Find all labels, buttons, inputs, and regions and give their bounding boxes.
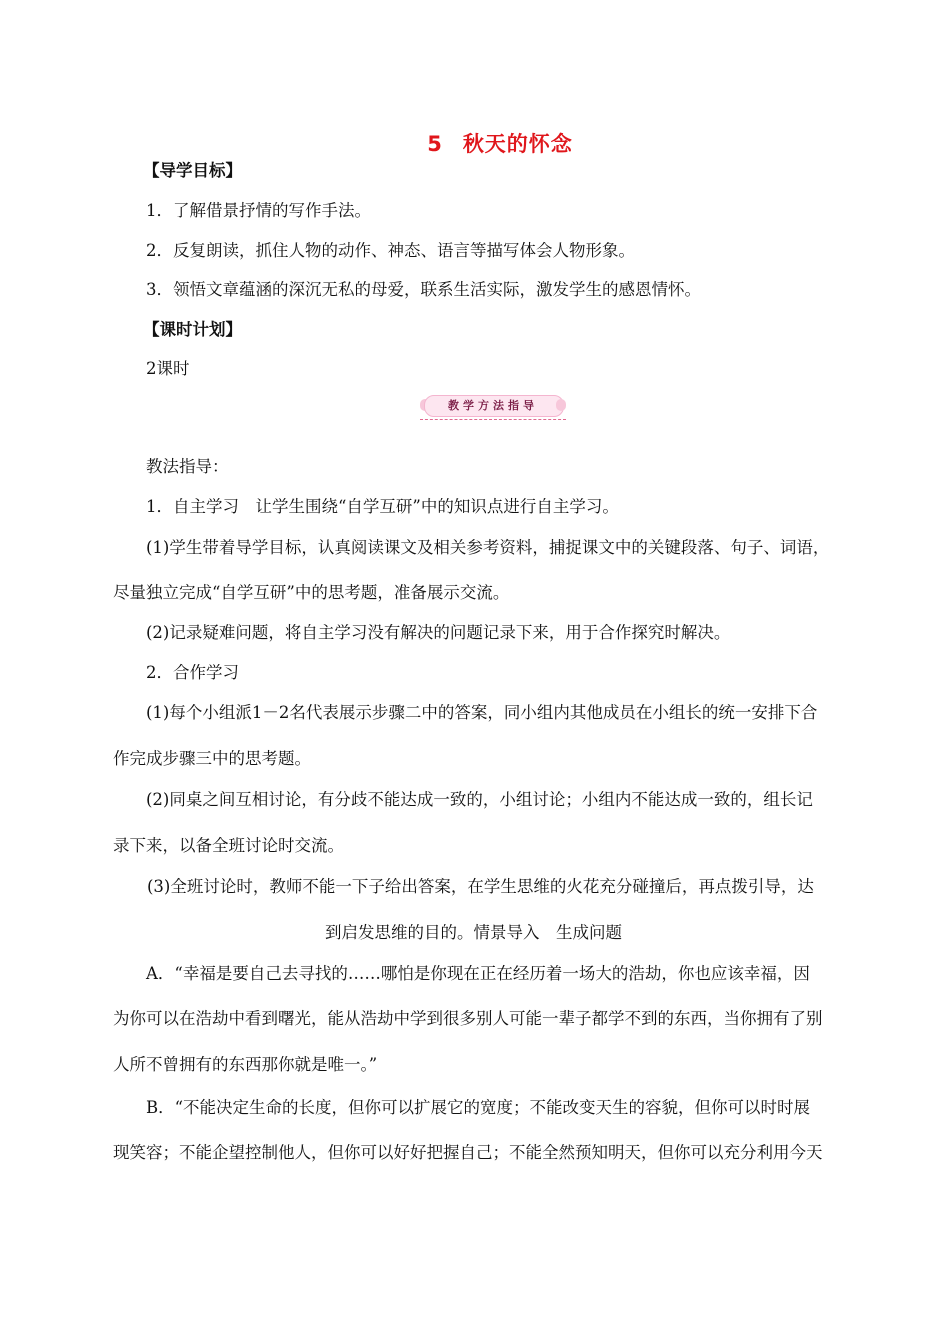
goals-heading: 【导学目标】 (143, 161, 242, 180)
paragraph-line: 2．合作学习 (146, 663, 239, 682)
paragraph-line: 1．自主学习 让学生围绕“自学互研”中的知识点进行自主学习。 (146, 497, 619, 516)
goal-item-2: 2．反复朗读，抓住人物的动作、神态、语言等描写体会人物形象。 (146, 241, 635, 260)
banner-underline (420, 419, 566, 420)
paragraph-line: B．“不能决定生命的长度，但你可以扩展它的宽度；不能改变天生的容貌，但你可以时时展 (146, 1098, 811, 1117)
page-title (0, 128, 950, 158)
paragraph-line: 录下来，以备全班讨论时交流。 (113, 836, 344, 855)
paragraph-line: 到启发思维的目的。情景导入 生成问题 (325, 923, 622, 942)
paragraph-line: (1)学生带着导学目标，认真阅读课文及相关参考资料，捕捉课文中的关键段落、句子、词语， (146, 538, 830, 557)
paragraph-line: 现笑容；不能企望控制他人，但你可以好好把握自己；不能全然预知明天，但你可以充分利用今天 (113, 1143, 823, 1162)
paragraph-line: 尽量独立完成“自学互研”中的思考题，准备展示交流。 (113, 583, 510, 602)
lesson-number: 5 (427, 132, 443, 156)
paragraph-line: A．“幸福是要自己去寻找的……哪怕是你现在正在经历着一场大的浩劫，你也应该幸福，因 (146, 964, 810, 983)
paragraph-line: (2)记录疑难问题，将自主学习没有解决的问题记录下来，用于合作探究时解决。 (146, 623, 731, 642)
paragraph-line: 为你可以在浩劫中看到曙光，能从浩劫中学到很多别人可能一辈子都学不到的东西，当你拥有了别 (113, 1009, 823, 1028)
method-guide-heading: 教法指导： (146, 457, 229, 476)
paragraph-line: 人所不曾拥有的东西那你就是唯一。” (113, 1055, 378, 1074)
plan-text: 2课时 (146, 359, 190, 378)
paragraph-line: (2)同桌之间互相讨论，有分歧不能达成一致的，小组讨论；小组内不能达成一致的，组长记 (146, 790, 813, 809)
paragraph-line: 作完成步骤三中的思考题。 (113, 749, 311, 768)
banner-label: 教学方法指导 (448, 399, 538, 412)
paragraph-line: (1)每个小组派1－2名代表展示步骤二中的答案，同小组内其他成员在小组长的统一安排下合 (146, 703, 818, 722)
goal-item-1: 1．了解借景抒情的写作手法。 (146, 201, 371, 220)
goal-item-3: 3．领悟文章蕴涵的深沉无私的母爱，联系生活实际，激发学生的感恩情怀。 (146, 280, 701, 299)
plan-heading: 【课时计划】 (143, 320, 242, 339)
lesson-title: 秋天的怀念 (462, 132, 573, 156)
teaching-method-banner (420, 395, 566, 421)
paragraph-line: (3)全班讨论时，教师不能一下子给出答案，在学生思维的火花充分碰撞后，再点拨引导，达 (147, 877, 814, 896)
